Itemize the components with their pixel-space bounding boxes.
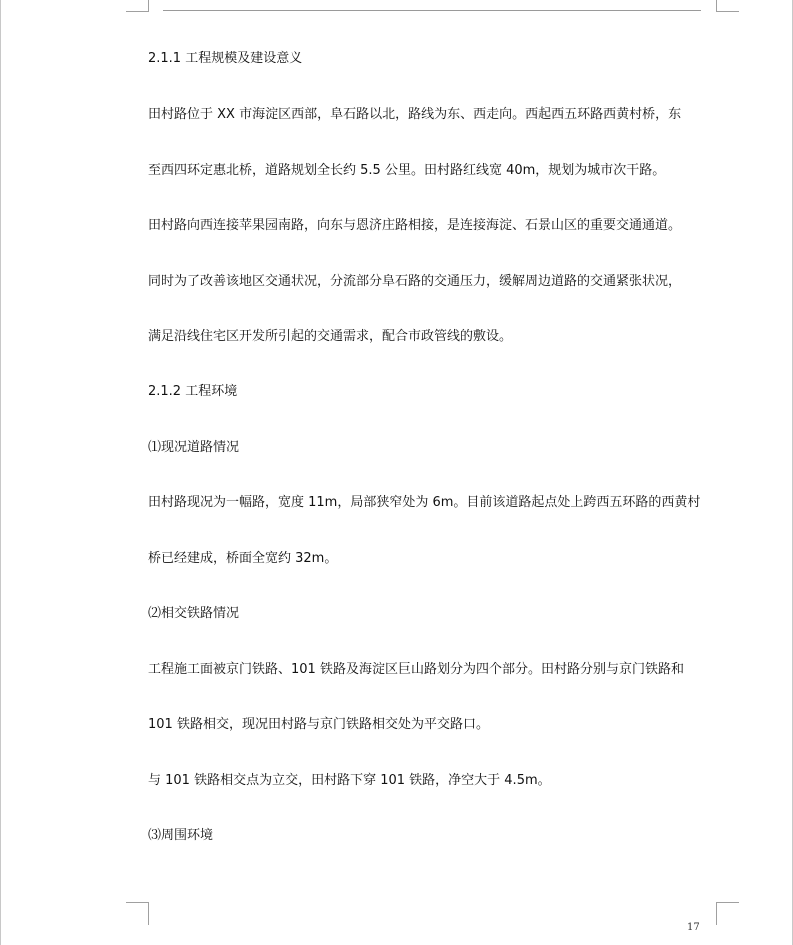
paragraph-line: 田村路现况为一幅路，宽度 11m，局部狭窄处为 6m。目前该道路起点处上跨西五环路的西黄村 <box>148 495 701 510</box>
section-heading-2-1-1: 2.1.1 工程规模及建设意义 <box>148 51 303 66</box>
section-heading-2-1-2: 2.1.2 工程环境 <box>148 384 238 399</box>
header-rule <box>163 10 701 11</box>
crop-mark-bottom-right <box>716 902 739 925</box>
paragraph-line: 桥已经建成，桥面全宽约 32m。 <box>148 551 338 566</box>
page-number: 17 <box>687 922 700 933</box>
paragraph-line: 与 101 铁路相交点为立交，田村路下穿 101 铁路，净空大于 4.5m。 <box>148 773 551 788</box>
crop-mark-bottom-left <box>126 902 149 925</box>
paragraph-line: 同时为了改善该地区交通状况，分流部分阜石路的交通压力，缓解周边道路的交通紧张状况， <box>148 274 682 289</box>
paragraph-line: 工程施工面被京门铁路、101 铁路及海淀区巨山路划分为四个部分。田村路分别与京门铁路和 <box>148 662 684 677</box>
paragraph-line: 田村路向西连接苹果园南路，向东与恩济庄路相接，是连接海淀、石景山区的重要交通通道。 <box>148 218 682 233</box>
page-left-edge <box>0 0 1 945</box>
paragraph-line: 101 铁路相交，现况田村路与京门铁路相交处为平交路口。 <box>148 717 489 732</box>
paragraph-line: 田村路位于 XX 市海淀区西部，阜石路以北，路线为东、西走向。西起西五环路西黄村桥，东 <box>148 107 682 122</box>
crop-mark-top-right <box>716 0 739 12</box>
subheading-surroundings: ⑶周围环境 <box>148 828 214 843</box>
subheading-current-road: ⑴现况道路情况 <box>148 440 240 455</box>
paragraph-line: 至西四环定惠北桥，道路规划全长约 5.5 公里。田村路红线宽 40m，规划为城市次干路。 <box>148 163 666 178</box>
paragraph-line: 满足沿线住宅区开发所引起的交通需求，配合市政管线的敷设。 <box>148 329 513 344</box>
crop-mark-top-left <box>126 0 149 12</box>
subheading-railway: ⑵相交铁路情况 <box>148 606 240 621</box>
